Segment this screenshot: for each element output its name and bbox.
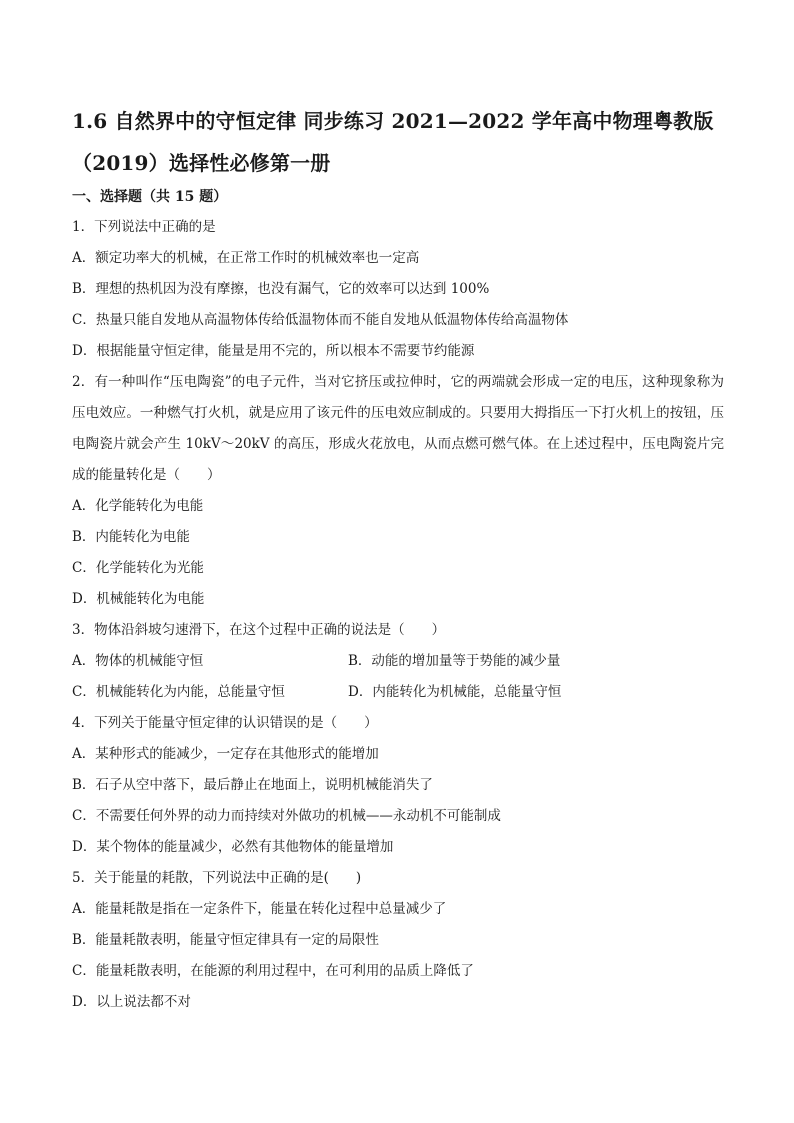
question-list: [72, 212, 724, 1018]
question-3-options-row-1: [72, 646, 724, 677]
question-4: [72, 708, 724, 863]
question-5-option-b: B．能量耗散表明，能量守恒定律具有一定的局限性: [72, 932, 379, 948]
section-heading: 一、选择题（共 15 题）: [72, 189, 228, 205]
question-5-option-c: C．能量耗散表明，在能源的利用过程中，在可利用的品质上降低了: [72, 963, 474, 979]
question-5-stem: 5．关于能量的耗散，下列说法中正确的是( ): [72, 870, 362, 886]
question-4-stem: 4．下列关于能量守恒定律的认识错误的是（ ）: [72, 715, 378, 731]
question-4-option-b: B．石子从空中落下，最后静止在地面上，说明机械能消失了: [72, 777, 433, 793]
question-4-option-c: C．不需要任何外界的动力而持续对外做功的机械——永动机不可能制成: [72, 808, 501, 824]
question-3-option-b: B．动能的增加量等于势能的减少量: [348, 653, 561, 669]
question-1-option-a: A．额定功率大的机械，在正常工作时的机械效率也一定高: [72, 250, 420, 266]
question-1-option-b: B．理想的热机因为没有摩擦，也没有漏气，它的效率可以达到 100%: [72, 281, 490, 297]
question-1-option-c: C．热量只能自发地从高温物体传给低温物体而不能自发地从低温物体传给高温物体: [72, 312, 569, 328]
question-2-option-b: B．内能转化为电能: [72, 529, 190, 545]
question-5-option-d: D．以上说法都不对: [72, 994, 191, 1010]
question-3: [72, 615, 724, 708]
question-2: [72, 367, 724, 615]
question-1: [72, 212, 724, 367]
question-5: [72, 863, 724, 1018]
question-2-option-a: A．化学能转化为电能: [72, 498, 204, 514]
question-3-option-d: D．内能转化为机械能，总能量守恒: [348, 684, 562, 700]
question-3-options-row-2: [72, 677, 724, 708]
question-2-option-c: C．化学能转化为光能: [72, 560, 204, 576]
question-4-option-d: D．某个物体的能量减少，必然有其他物体的能量增加: [72, 839, 394, 855]
question-3-option-a: A．物体的机械能守恒: [72, 653, 204, 669]
question-2-option-d: D．机械能转化为电能: [72, 591, 205, 607]
question-1-stem: 1．下列说法中正确的是: [72, 219, 216, 235]
page-title: 1.6 自然界中的守恒定律 同步练习 2021—2022 学年高中物理粤教版（2019）选择性必修第一册: [72, 109, 714, 175]
question-4-option-a: A．某种形式的能减少，一定存在其他形式的能增加: [72, 746, 379, 762]
question-5-option-a: A．能量耗散是指在一定条件下，能量在转化过程中总量减少了: [72, 901, 447, 917]
question-3-option-c: C．机械能转化为内能，总能量守恒: [72, 684, 285, 700]
question-3-stem: 3．物体沿斜坡匀速滑下，在这个过程中正确的说法是（ ）: [72, 622, 446, 638]
question-2-stem: 2．有一种叫作“压电陶瓷”的电子元件，当对它挤压或拉伸时，它的两端就会形成一定的电压，这种现象称为压电效应。一种燃气打火机，就是应用了该元件的压电效应制成的。只要用大拇指压一下打火机上的按钮，压电陶瓷片就会产生 10kV～20kV 的高压，形成火花放电，从而点燃可燃气体。在上述过程中，压电陶瓷片完成的能量转化是（ ）: [72, 374, 724, 483]
question-1-option-d: D．根据能量守恒定律，能量是用不完的，所以根本不需要节约能源: [72, 343, 475, 359]
